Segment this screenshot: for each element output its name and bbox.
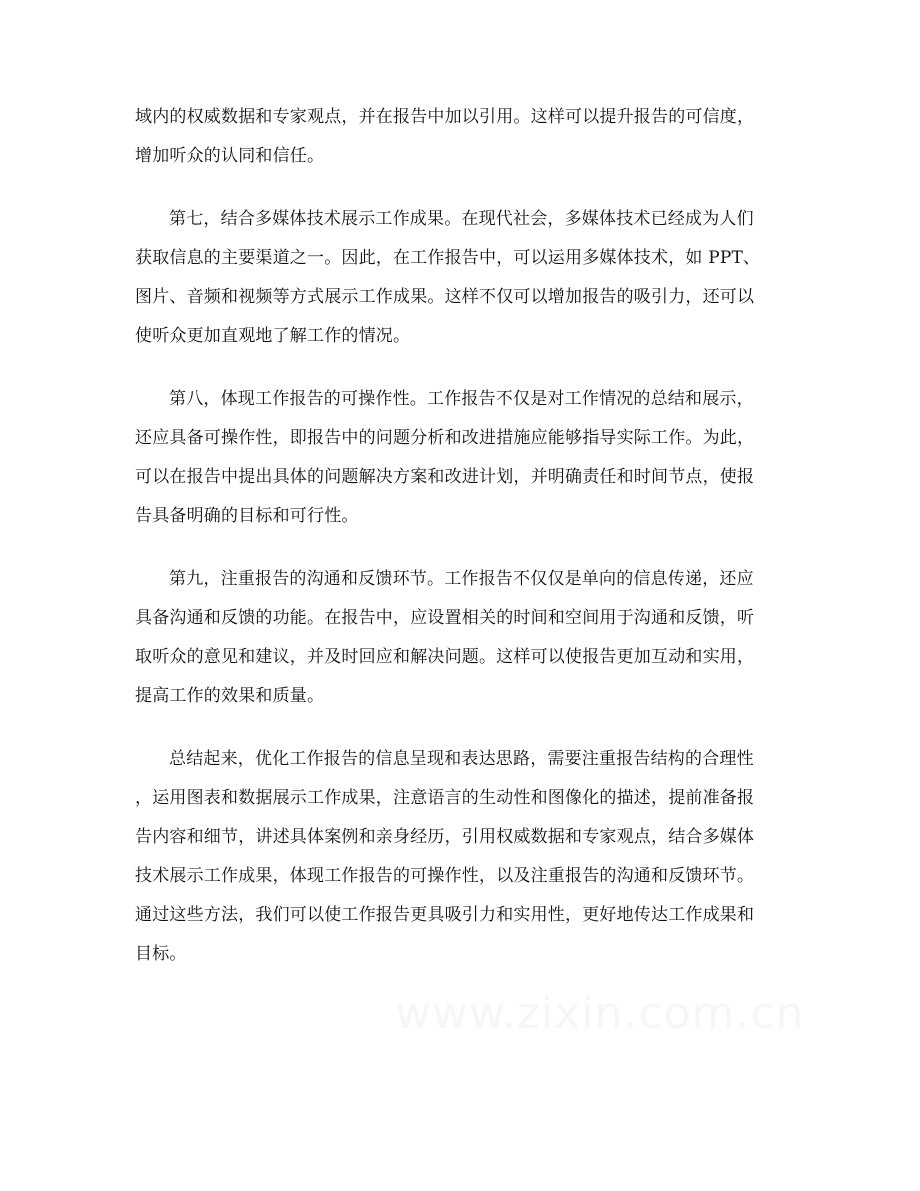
paragraph-line: 具备沟通和反馈的功能。在报告中，应设置相关的时间和空间用于沟通和反馈，听 <box>135 608 755 628</box>
paragraph <box>135 98 785 176</box>
paragraph <box>135 560 785 716</box>
paragraph-line: ，运用图表和数据展示工作成果，注意语言的生动性和图像化的描述，提前准备报 <box>135 788 755 808</box>
watermark: www.zixin.com.cn <box>395 988 805 1039</box>
paragraph-line: 第九，注重报告的沟通和反馈环节。工作报告不仅仅是单向的信息传递，还应 <box>169 569 754 589</box>
paragraph-line: 还应具备可操作性，即报告中的问题分析和改进措施应能够指导实际工作。为此， <box>135 428 755 448</box>
paragraph-line: 第八，体现工作报告的可操作性。工作报告不仅是对工作情况的总结和展示， <box>169 389 754 409</box>
paragraph-line: 域内的权威数据和专家观点，并在报告中加以引用。这样可以提升报告的可信度， <box>135 107 755 127</box>
paragraph-line: 使听众更加直观地了解工作的情况。 <box>135 326 411 346</box>
paragraph-line: 取听众的意见和建议，并及时回应和解决问题。这样可以使报告更加互动和实用， <box>135 647 755 667</box>
paragraph-line: 图片、音频和视频等方式展示工作成果。这样不仅可以增加报告的吸引力，还可以 <box>135 287 755 307</box>
paragraph-line: 总结起来，优化工作报告的信息呈现和表达思路，需要注重报告结构的合理性 <box>169 749 754 769</box>
paragraph-line: 告具备明确的目标和可行性。 <box>135 506 359 526</box>
paragraph-line: 获取信息的主要渠道之一。因此，在工作报告中，可以运用多媒体技术，如 PPT、 <box>135 248 761 268</box>
paragraph-line: 增加听众的认同和信任。 <box>135 146 325 166</box>
paragraph-line: 第七，结合多媒体技术展示工作成果。在现代社会，多媒体技术已经成为人们 <box>169 209 754 229</box>
document-body <box>135 98 785 998</box>
paragraph <box>135 200 785 356</box>
paragraph-line: 告内容和细节，讲述具体案例和亲身经历，引用权威数据和专家观点，结合多媒体 <box>135 827 755 847</box>
paragraph-line: 通过这些方法，我们可以使工作报告更具吸引力和实用性，更好地传达工作成果和 <box>135 905 755 925</box>
paragraph-line: 提高工作的效果和质量。 <box>135 686 325 706</box>
paragraph-line: 目标。 <box>135 944 187 964</box>
paragraph-line: 可以在报告中提出具体的问题解决方案和改进计划，并明确责任和时间节点，使报 <box>135 467 755 487</box>
paragraph-line: 技术展示工作成果，体现工作报告的可操作性，以及注重报告的沟通和反馈环节。 <box>135 866 755 886</box>
paragraph <box>135 380 785 536</box>
paragraph <box>135 740 785 974</box>
